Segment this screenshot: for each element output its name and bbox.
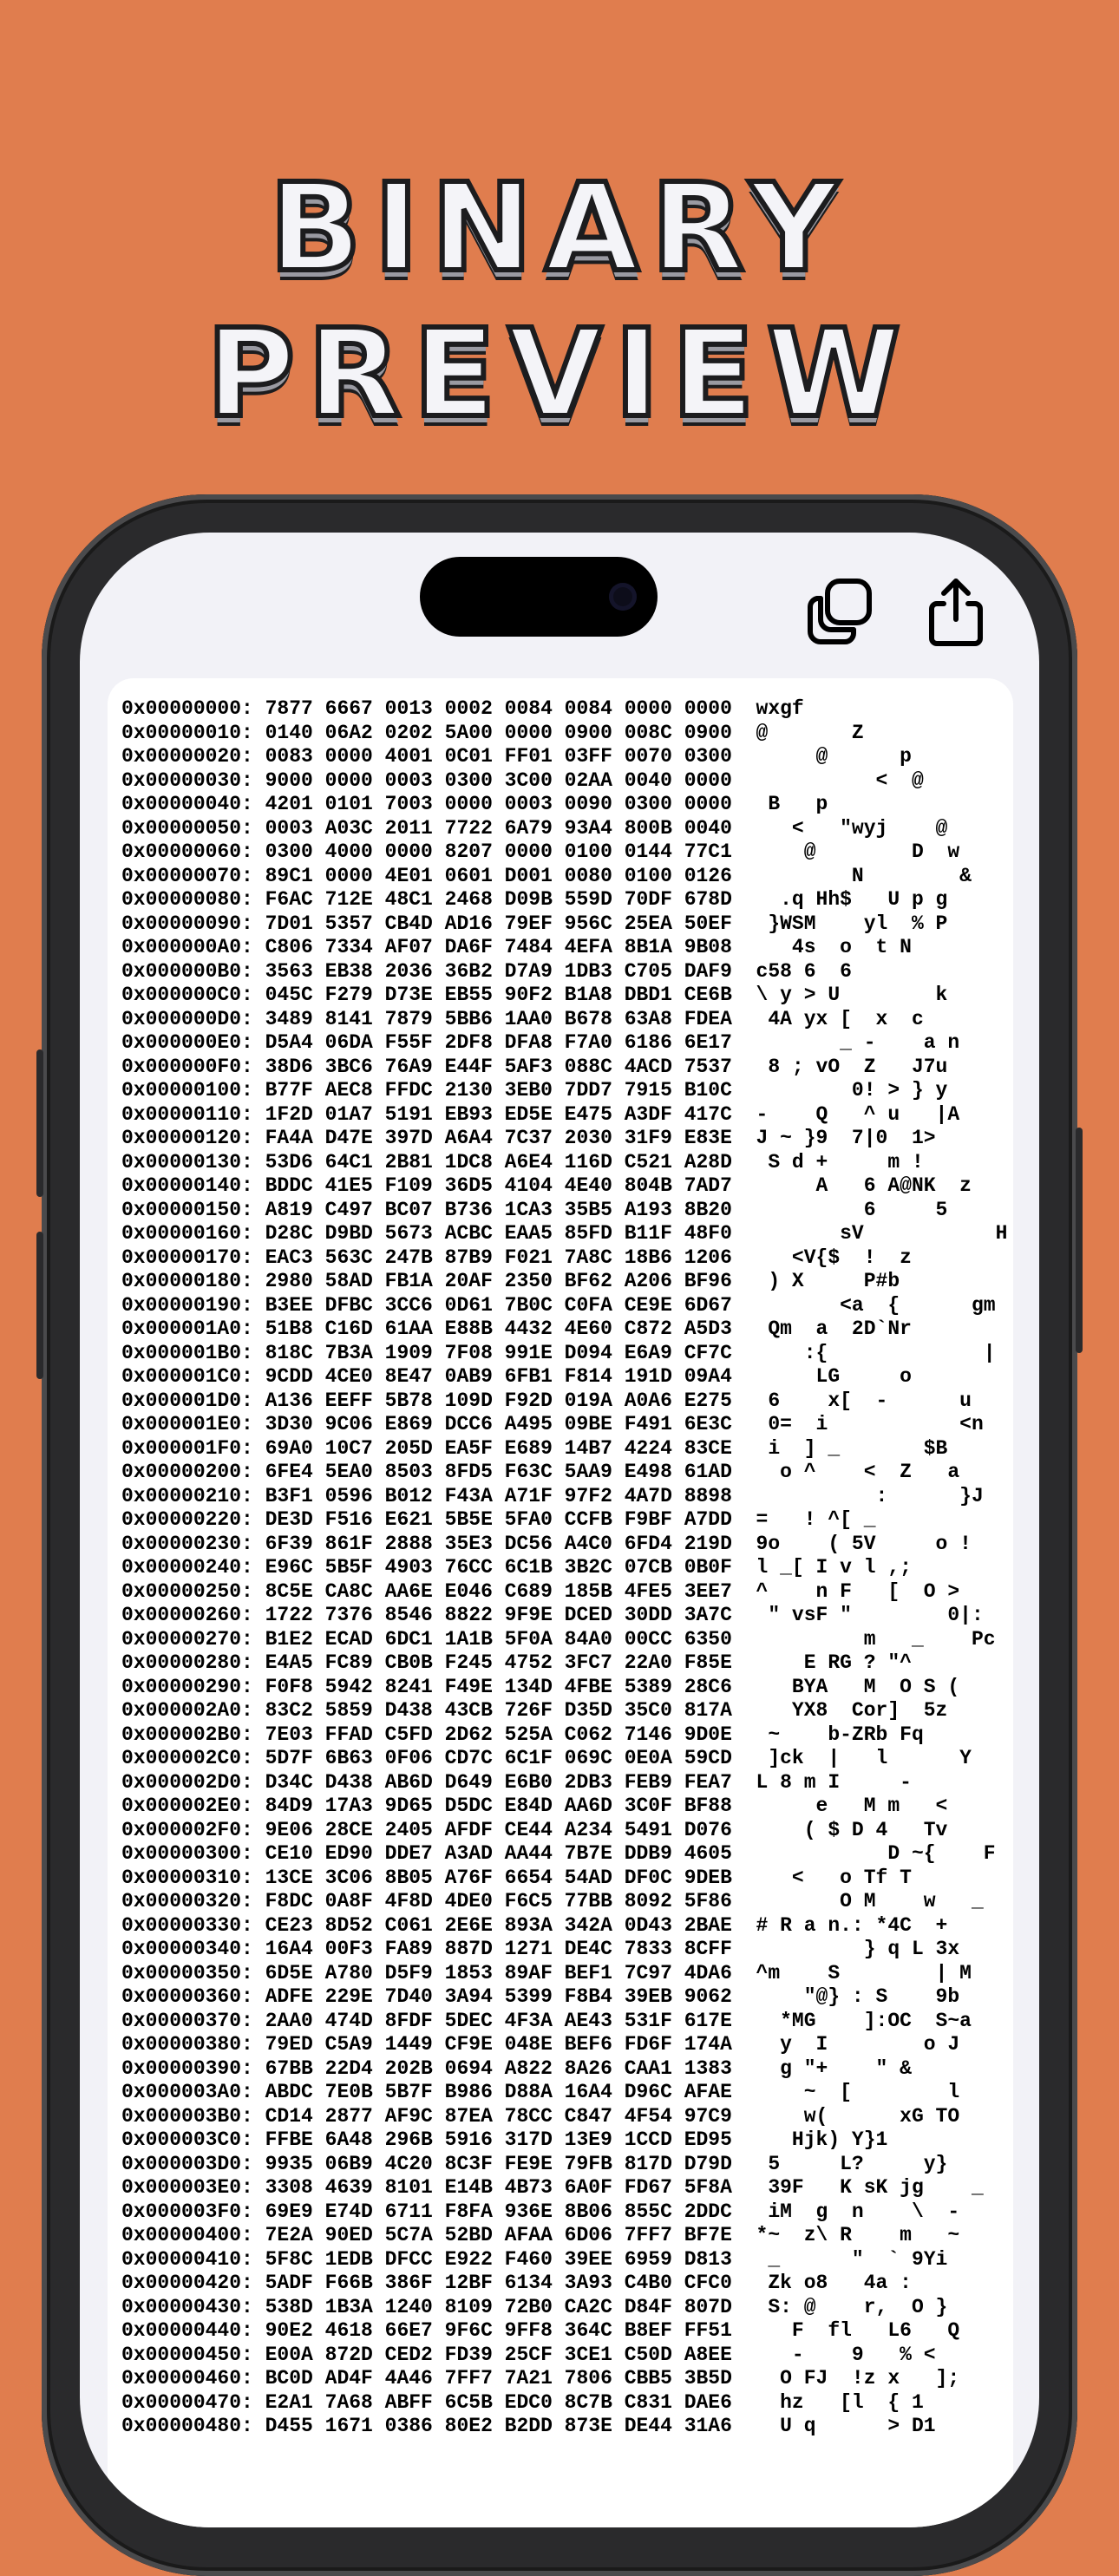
hex-row: 0x00000390: 67BB 22D4 202B 0694 A822 8A26 CAA1 1383 g "+ " & (121, 2056, 912, 2080)
hex-row: 0x000000C0: 045C F279 D73E EB55 90F2 B1A8 DBD1 CE6B \ y > U k (121, 984, 948, 1006)
hex-row: 0x000003D0: 9935 06B9 4C20 8C3F FE9E 79FB 817D D79D 5 L? y} (121, 2152, 948, 2175)
hex-row: 0x000001A0: 51B8 C16D 61AA E88B 4432 4E60 C872 A5D3 Qm a 2D`Nr (121, 1317, 912, 1340)
dynamic-island (420, 557, 658, 637)
hex-row: 0x00000440: 90E2 4618 66E7 9F6C 9FF8 364C B8EF FF51 F fl L6 Q (121, 2319, 960, 2342)
hex-row: 0x00000480: D455 1671 0386 80E2 B2DD 873E DE44 31A6 U q > D1 (121, 2415, 936, 2437)
hex-row: 0x00000150: A819 C497 BC07 B736 1CA3 35B5 A193 8B20 6 5 (121, 1198, 948, 1221)
hex-row: 0x00000020: 0083 0000 4001 0C01 FF01 03FF 0070 0300 @ p (121, 745, 912, 768)
share-button[interactable] (919, 574, 992, 647)
hex-row: 0x000000F0: 38D6 3BC6 76A9 E44F 5AF3 088C 4ACD 7537 8 ; vO Z J7u (121, 1055, 948, 1078)
hex-row: 0x00000210: B3F1 0596 B012 F43A A71F 97F2 4A7D 8898 : }J (121, 1484, 984, 1507)
hex-row: 0x00000200: 6FE4 5EA0 8503 8FD5 F63C 5AA9 E498 61AD o ^ < Z a (121, 1461, 960, 1483)
hex-row: 0x000002F0: 9E06 28CE 2405 AFDF CE44 A234 5491 D076 ( $ D 4 Tv (121, 1818, 948, 1841)
hex-row: 0x00000220: DE3D F516 E621 5B5E 5FA0 CCFB F9BF A7DD = ! ^[ _ (121, 1508, 876, 1531)
hex-row: 0x00000090: 7D01 5357 CB4D AD16 79EF 956C 25EA 50EF }WSM yl % P (121, 912, 948, 935)
hex-row: 0x00000060: 0300 4000 0000 8207 0000 0100 0144 77C1 @ D w (121, 840, 960, 863)
hex-dump[interactable] (121, 697, 1007, 2439)
hex-row: 0x00000130: 53D6 64C1 2B81 1DC8 A6E4 116D C521 A28D S d + m ! (121, 1150, 924, 1174)
hex-row: 0x000001E0: 3D30 9C06 E869 DCC6 A495 09BE F491 6E3C 0= i <n (121, 1413, 984, 1435)
hex-row: 0x00000470: E2A1 7A68 ABFF 6C5B EDC0 8C7B C831 DAE6 hz [l { 1 (121, 2390, 924, 2414)
phone-screen (80, 533, 1039, 2527)
hex-row: 0x00000320: F8DC 0A8F 4F8D 4DE0 F6C5 77BB 8092 5F86 O M w _ (121, 1890, 984, 1912)
share-icon (919, 574, 992, 647)
hex-row: 0x000001D0: A136 EEFF 5B78 109D F92D 019A A0A6 E275 6 x[ - u (121, 1389, 972, 1412)
hex-row: 0x000002D0: D34C D438 AB6D D649 E6B0 2DB3 FEB9 FEA7 L 8 m I - (121, 1770, 912, 1794)
hex-row: 0x000001C0: 9CDD 4CE0 8E47 0AB9 6FB1 F814 191D 09A4 LG o (121, 1365, 912, 1388)
hex-row: 0x00000400: 7E2A 90ED 5C7A 52BD AFAA 6D06 7FF7 BF7E *~ z\ R m ~ (121, 2224, 960, 2246)
hex-row: 0x000003F0: 69E9 E74D 6711 F8FA 936E 8B06 855C 2DDC iM g n \ - (121, 2200, 960, 2223)
hex-row: 0x00000460: BC0D AD4F 4A46 7FF7 7A21 7806 CBB5 3B5D O FJ !z x ]; (121, 2367, 960, 2390)
hex-row: 0x00000380: 79ED C5A9 1449 CF9E 048E BEF6 FD6F 174A y I o J (121, 2033, 960, 2056)
hex-row: 0x000002C0: 5D7F 6B63 0F06 CD7C 6C1F 069C 0E0A 59CD ]ck | l Y (121, 1747, 972, 1769)
hex-row: 0x00000010: 0140 06A2 0202 5A00 0000 0900 008C 0900 @ Z (121, 721, 864, 744)
hex-row: 0x00000250: 8C5E CA8C AA6E E046 C689 185B 4FE5 3EE7 ^ n F [ O > (121, 1579, 960, 1603)
hex-row: 0x00000260: 1722 7376 8546 8822 9F9E DCED 30DD 3A7C " vsF " 0|: (121, 1604, 984, 1626)
hex-row: 0x000001B0: 818C 7B3A 1909 7F08 991E D094 E6A9 CF7C :{ | (121, 1341, 996, 1364)
front-camera (609, 583, 637, 611)
hex-row: 0x00000050: 0003 A03C 2011 7722 6A79 93A4 800B 0040 < "wyj @ (121, 816, 948, 840)
hex-row: 0x00000070: 89C1 0000 4E01 0601 D001 0080 0100 0126 N & (121, 864, 972, 887)
phone-volume-button (36, 1232, 43, 1379)
hex-row: 0x00000100: B77F AEC8 FFDC 2130 3EB0 7DD7 7915 B10C 0! > } y (121, 1079, 948, 1102)
hex-row: 0x00000360: ADFE 229E 7D40 3A94 5399 F8B4 39EB 9062 "@} : S 9b (121, 1985, 960, 2008)
copy-icon (803, 574, 876, 647)
hex-row: 0x00000290: F0F8 5942 8241 F49E 134D 4FBE 5389 28C6 BYA M O S ( (121, 1675, 960, 1698)
phone-volume-button (36, 1049, 43, 1197)
hex-row: 0x00000280: E4A5 FC89 CB0B F245 4752 3FC7 22A0 F85E E RG ? "^ (121, 1651, 912, 1674)
hex-row: 0x00000230: 6F39 861F 2888 35E3 DC56 A4C0 6FD4 219D 9o ( 5V o ! (121, 1532, 972, 1555)
hex-row: 0x00000330: CE23 8D52 C061 2E6E 893A 342A 0D43 2BAE # R a n.: *4C + (121, 1913, 948, 1937)
hex-row: 0x000003A0: ABDC 7E0B 5B7F B986 D88A 16A4 D96C AFAE ~ [ l (121, 2081, 960, 2103)
headline-line-1: BINARY (269, 158, 850, 299)
hex-row: 0x00000000: 7877 6667 0013 0002 0084 0084 0000 0000 wxgf (121, 697, 804, 720)
hex-row: 0x000000E0: D5A4 06DA F55F 2DF8 DFA8 F7A0 6186 6E17 _ - a n (121, 1031, 960, 1054)
hex-row: 0x00000120: FA4A D47E 397D A6A4 7C37 2030 31F9 E83E J ~ }9 7|0 1> (121, 1127, 936, 1149)
hex-row: 0x000003B0: CD14 2877 AF9C 87EA 78CC C847 4F54 97C9 w( xG TO (121, 2104, 960, 2128)
hex-row: 0x000003C0: FFBE 6A48 296B 5916 317D 13E9 1CCD ED95 Hjk) Y}1 (121, 2128, 888, 2151)
hex-row: 0x00000410: 5F8C 1EDB DFCC E922 F460 39EE 6959 D813 _ " ` 9Yi (121, 2247, 948, 2271)
hex-row: 0x00000170: EAC3 563C 247B 87B9 F021 7A8C 18B6 1206 <V{$ ! z (121, 1246, 912, 1269)
hex-row: 0x00000180: 2980 58AD FB1A 20AF 2350 BF62 A206 BF96 ) X P#b (121, 1270, 900, 1292)
hex-row: 0x00000030: 9000 0000 0003 0300 3C00 02AA 0040 0000 < @ (121, 768, 924, 792)
hex-row: 0x000000A0: C806 7334 AF07 DA6F 7484 4EFA 8B1A 9B08 4s o t N (121, 936, 912, 958)
hex-row: 0x00000190: B3EE DFBC 3CC6 0D61 7B0C C0FA CE9E 6D67 <a { gm (121, 1293, 996, 1317)
hex-row: 0x00000370: 2AA0 474D 8FDF 5DEC 4F3A AE43 531F 617E *MG ]:OC S~a (121, 2009, 972, 2032)
copy-button[interactable] (803, 574, 876, 647)
hex-row: 0x00000110: 1F2D 01A7 5191 EB93 ED5E E475 A3DF 417C - Q ^ u |A (121, 1102, 960, 1126)
hex-row: 0x00000340: 16A4 00F3 FA89 887D 1271 DE4C 7833 8CFF } q L 3x (121, 1938, 960, 1960)
hex-row: 0x00000430: 538D 1B3A 1240 8109 72B0 CA2C D84F 807D S: @ r, O } (121, 2295, 948, 2318)
phone-power-button (1076, 1128, 1083, 1353)
hex-row: 0x000003E0: 3308 4639 8101 E14B 4B73 6A0F FD67 5F8A 39F K sK jg _ (121, 2176, 984, 2199)
hex-row: 0x000000B0: 3563 EB38 2036 36B2 D7A9 1DB3 C705 DAF9 c58 6 6 (121, 959, 852, 983)
hex-row: 0x00000240: E96C 5B5F 4903 76CC 6C1B 3B2C 07CB 0B0F l _[ I v l ,; (121, 1556, 912, 1579)
hex-row: 0x00000300: CE10 ED90 DDE7 A3AD AA44 7B7E DDB9 4605 D ~{ F (121, 1842, 996, 1865)
hex-row: 0x00000040: 4201 0101 7003 0000 0003 0090 0300 0000 B p (121, 793, 828, 815)
hex-dump-card (108, 678, 1013, 2527)
headline (0, 156, 1119, 448)
hex-row: 0x000002E0: 84D9 17A3 9D65 D5DC E84D AA6D 3C0F BF88 e M m < (121, 1795, 948, 1817)
hex-row: 0x000000D0: 3489 8141 7879 5BB6 1AA0 B678 63A8 FDEA 4A yx [ x c (121, 1007, 924, 1030)
headline-line-2: PREVIEW (206, 304, 913, 445)
hex-row: 0x00000420: 5ADF F66B 386F 12BF 6134 3A93 C4B0 CFC0 Zk o8 4a : (121, 2272, 912, 2294)
hex-row: 0x00000350: 6D5E A780 D5F9 1853 89AF BEF1 7C97 4DA6 ^m S | M (121, 1961, 972, 1984)
hex-row: 0x00000160: D28C D9BD 5673 ACBC EAA5 85FD B11F 48F0 sV H (121, 1222, 1008, 1245)
hex-row: 0x00000140: BDDC 41E5 F109 36D5 4104 4E40 804B 7AD7 A 6 A@NK z (121, 1174, 972, 1197)
hex-row: 0x00000310: 13CE 3C06 8B05 A76F 6654 54AD DF0C 9DEB < o Tf T (121, 1866, 912, 1889)
hex-row: 0x000001F0: 69A0 10C7 205D EA5F E689 14B7 4224 83CE i ] _ $B (121, 1436, 948, 1460)
hex-row: 0x00000270: B1E2 ECAD 6DC1 1A1B 5F0A 84A0 00CC 6350 m _ Pc (121, 1627, 996, 1651)
hex-row: 0x00000450: E00A 872D CED2 FD39 25CF 3CE1 C50D A8EE - 9 % < (121, 2343, 936, 2366)
hex-row: 0x00000080: F6AC 712E 48C1 2468 D09B 559D 70DF 678D .q Hh$ U p g (121, 888, 948, 911)
hex-row: 0x000002B0: 7E03 FFAD C5FD 2D62 525A C062 7146 9D0E ~ b-ZRb Fq (121, 1723, 924, 1746)
hex-row: 0x000002A0: 83C2 5859 D438 43CB 726F D35D 35C0 817A YX8 Cor] 5z (121, 1699, 948, 1722)
